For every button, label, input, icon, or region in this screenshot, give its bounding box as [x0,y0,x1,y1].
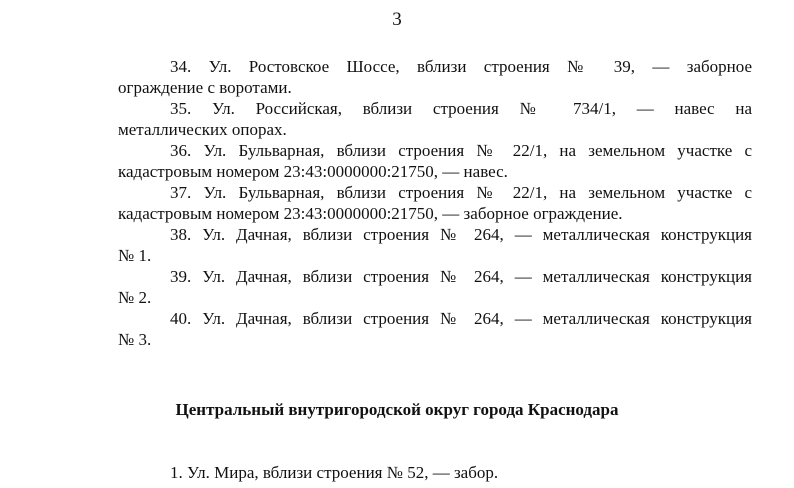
list-item-38 [118,224,752,266]
item-text-continuation: металлических опорах. [118,120,287,139]
list-item-35 [118,98,752,140]
section-heading: Центральный внутригородской округ города Краснодара [175,400,619,419]
item-text-continuation: № 3. [118,330,152,349]
item-text-continuation: ограждение с воротами. [118,78,292,97]
list-item-34 [118,56,752,98]
item-text: 36. Ул. Бульварная, вблизи строения № 22/1, на земельном участке с [170,141,752,160]
item-list [118,56,752,350]
item-text-continuation: кадастровым номером 23:43:0000000:21750, — заборное ограждение. [118,204,623,223]
page-number: 3 [392,9,402,30]
list-item-37 [118,182,752,224]
item-text: 37. Ул. Бульварная, вблизи строения № 22/1, на земельном участке с [170,183,752,202]
item-text: 34. Ул. Ростовское Шоссе, вблизи строения № 39, — заборное [170,57,752,76]
list-item-1 [118,462,752,483]
item-text: 38. Ул. Дачная, вблизи строения № 264, — металлическая конструкция [170,225,752,244]
item-text: 40. Ул. Дачная, вблизи строения № 264, — металлическая конструкция [170,309,752,328]
list-item-36 [118,140,752,182]
list-item-40 [118,308,752,350]
item-text-continuation: № 2. [118,288,152,307]
item-text-continuation: кадастровым номером 23:43:0000000:21750, — навес. [118,162,508,181]
section-item-list [118,462,752,483]
item-text: 1. Ул. Мира, вблизи строения № 52, — забор. [170,463,499,482]
item-text: 35. Ул. Российская, вблизи строения № 734/1, — навес на [170,99,752,118]
list-item-39 [118,266,752,308]
item-text-continuation: № 1. [118,246,152,265]
item-text: 39. Ул. Дачная, вблизи строения № 264, — металлическая конструкция [170,267,752,286]
